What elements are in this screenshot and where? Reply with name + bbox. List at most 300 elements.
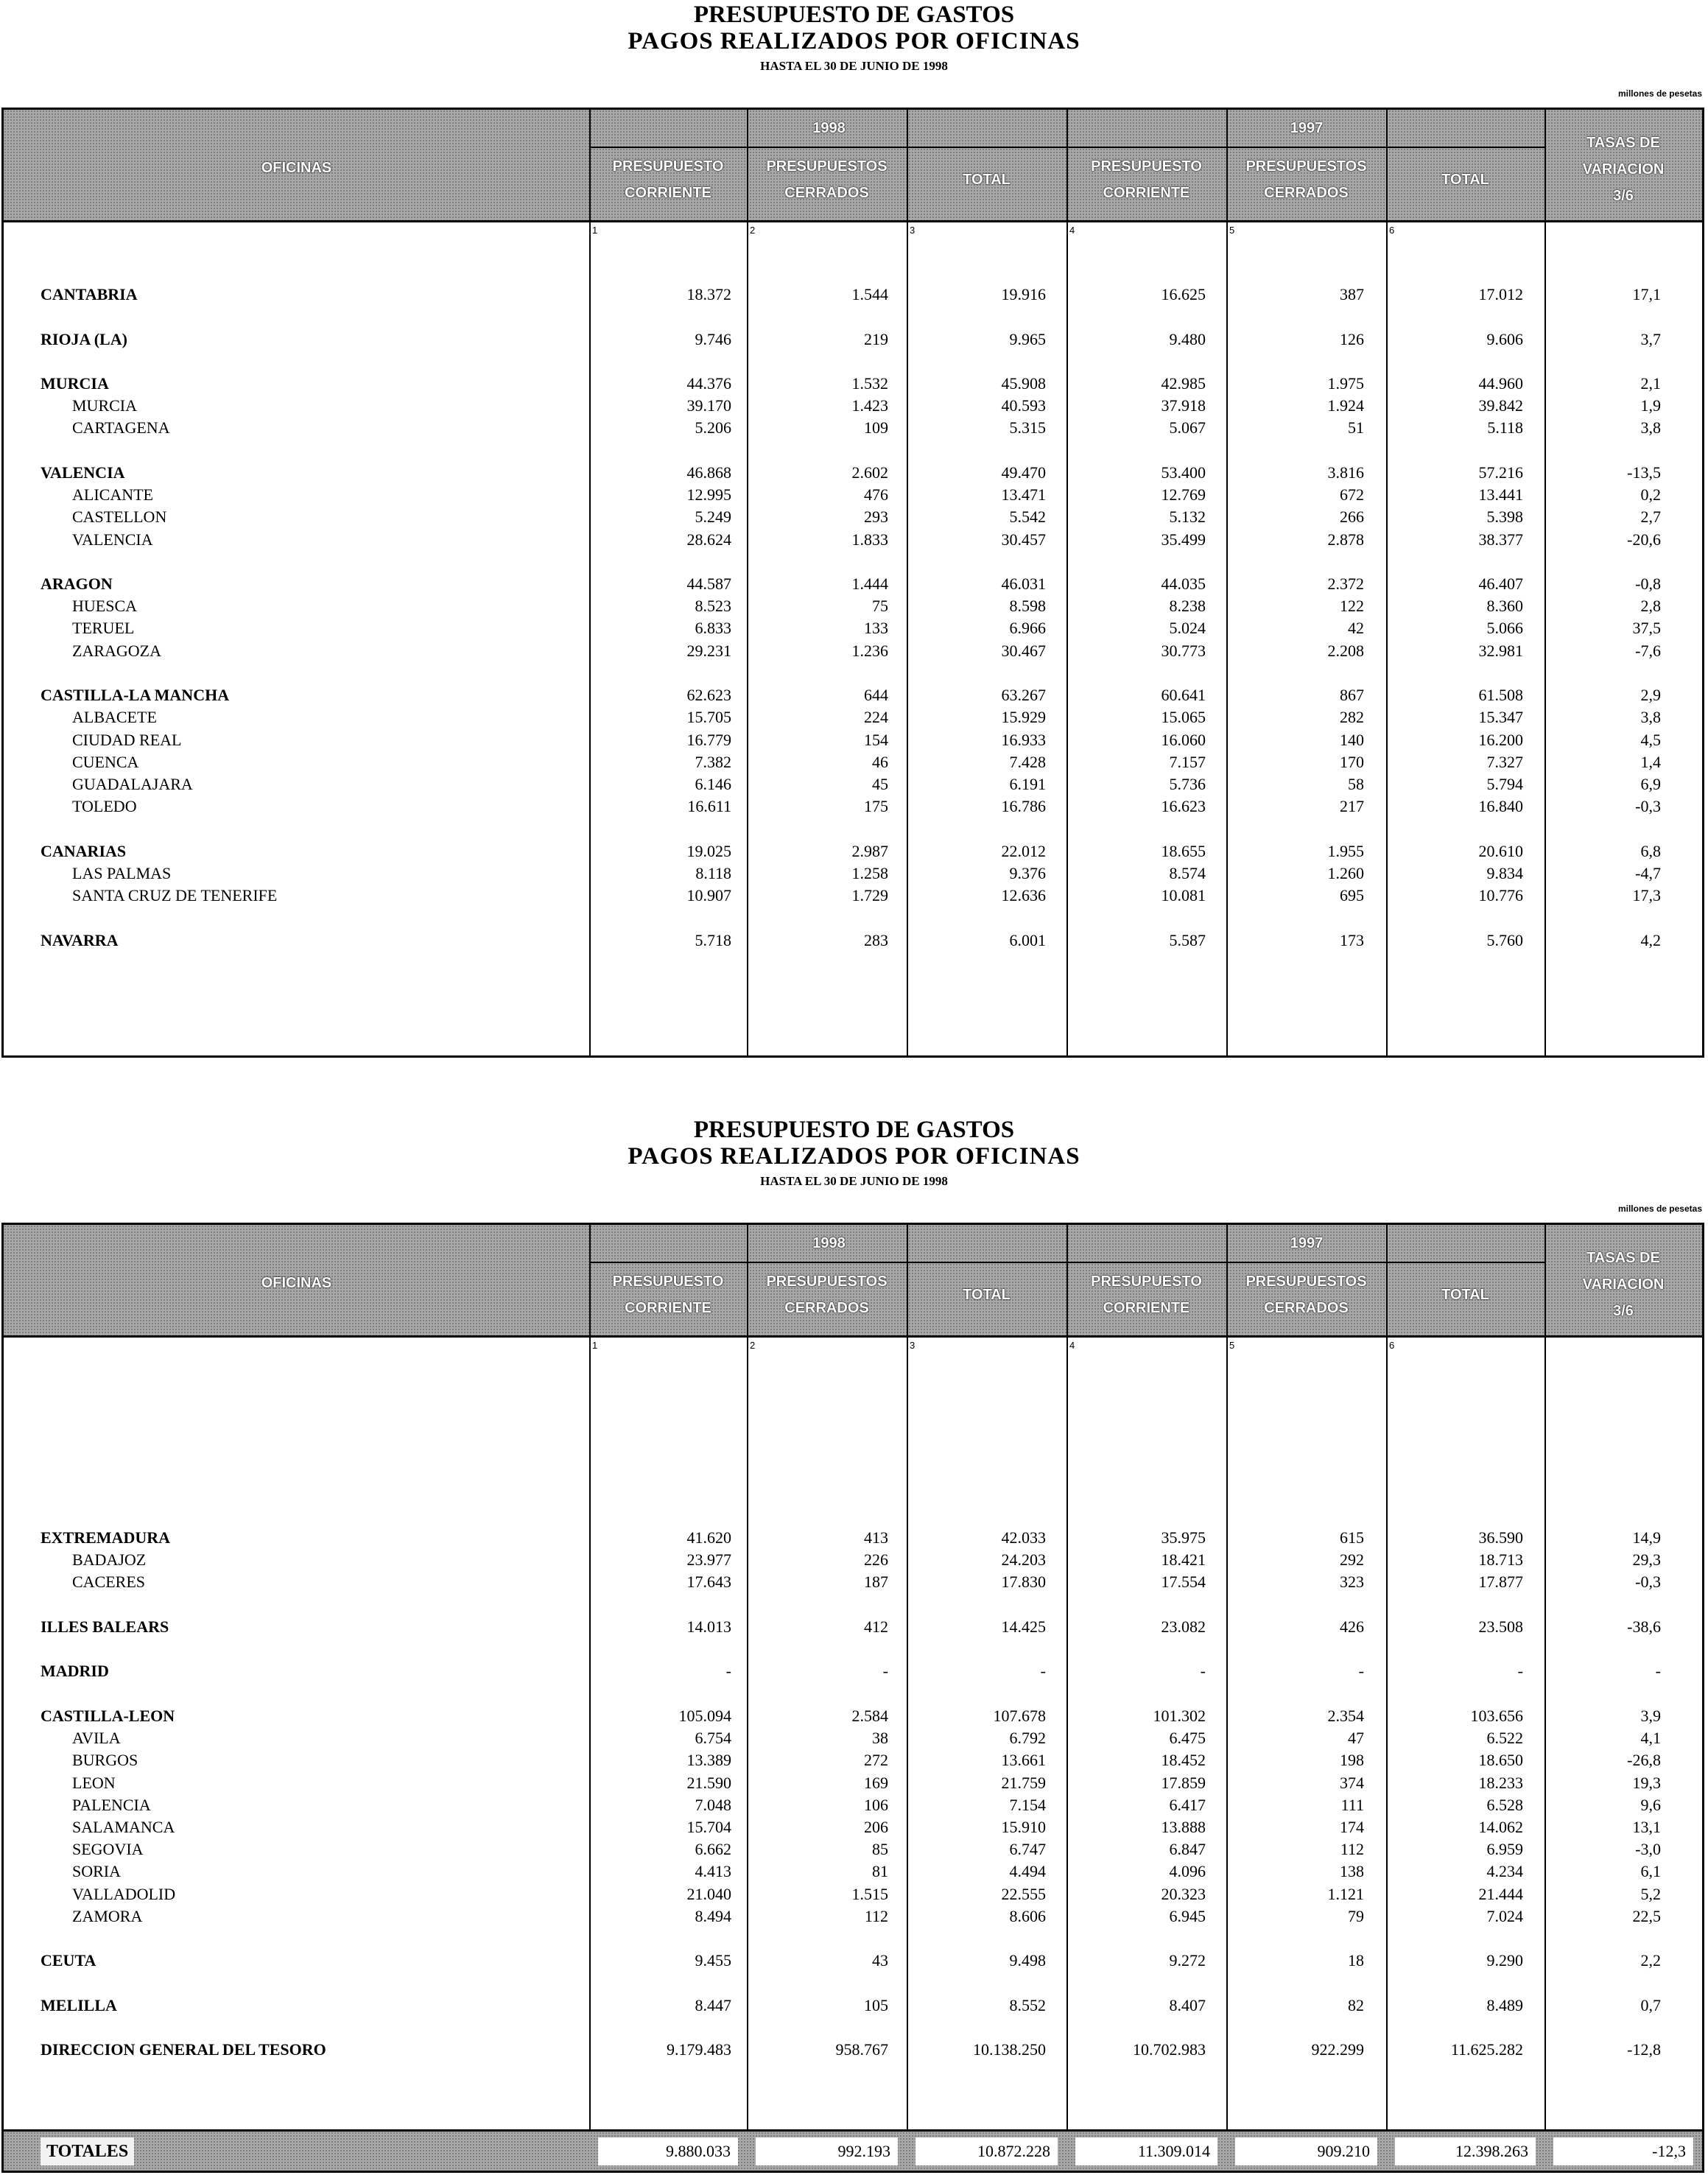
- cell-value: 101.302: [1153, 1706, 1206, 1725]
- cell-value: -20,6: [1627, 530, 1661, 549]
- cell-value: 206: [864, 1817, 888, 1836]
- row-label: BADAJOZ: [72, 1550, 147, 1570]
- cell-value: 7.048: [695, 1795, 731, 1814]
- row-label: EXTREMADURA: [41, 1528, 170, 1547]
- cell-value: 30.457: [1001, 530, 1046, 549]
- cell-value: 272: [864, 1751, 888, 1770]
- col-header-corriente-line2: CORRIENTE: [625, 1300, 711, 1316]
- cell-value: 867: [1340, 686, 1364, 705]
- cell-value: 45.908: [1001, 374, 1046, 393]
- table-row: [4, 1571, 1702, 1593]
- cell-value: 4,1: [1640, 1729, 1661, 1748]
- table-page-2: [1, 1223, 1704, 2173]
- cell-value: 75: [872, 597, 888, 616]
- row-label: LAS PALMAS: [72, 863, 172, 882]
- cell-value: 20.323: [1161, 1884, 1206, 1903]
- cell-value: 40.593: [1001, 396, 1046, 415]
- cell-value: 6.945: [1169, 1906, 1206, 1925]
- table-row: [4, 930, 1702, 952]
- cell-value: 7.154: [1009, 1795, 1046, 1814]
- table-row: [4, 729, 1702, 751]
- report-subtitle: PAGOS REALIZADOS POR OFICINAS: [628, 1143, 1080, 1170]
- cell-value: 13.441: [1478, 485, 1523, 505]
- cell-value: 1.258: [851, 863, 888, 882]
- cell-value: 2.208: [1327, 641, 1364, 660]
- cell-value: 7.382: [695, 752, 731, 771]
- cell-value: 39.842: [1478, 396, 1523, 415]
- cell-value: 2.602: [851, 463, 888, 482]
- cell-value: 5.542: [1009, 507, 1046, 527]
- row-label: MURCIA: [41, 374, 109, 393]
- col-header-oficinas: OFICINAS: [261, 160, 332, 176]
- cell-value: 374: [1340, 1773, 1364, 1792]
- column-divider: [907, 1225, 908, 2171]
- cell-value: 5.794: [1486, 774, 1523, 793]
- cell-value: 5.066: [1486, 619, 1523, 638]
- cell-value: 13.888: [1161, 1817, 1206, 1836]
- cell-value: 198: [1340, 1751, 1364, 1770]
- table-row: [4, 617, 1702, 639]
- cell-value: 58: [1348, 774, 1364, 793]
- cell-value: 1.833: [851, 530, 888, 549]
- table-row: [4, 1660, 1702, 1682]
- cell-value: 17.012: [1478, 285, 1523, 303]
- table-row: [4, 2039, 1702, 2061]
- table-row: [4, 1883, 1702, 1905]
- cell-value: 672: [1340, 485, 1364, 505]
- table-row: [4, 862, 1702, 885]
- cell-value: 60.641: [1161, 686, 1206, 705]
- table-row: [4, 529, 1702, 551]
- cell-value: -: [1655, 1662, 1661, 1681]
- cell-value: 37,5: [1632, 619, 1661, 638]
- row-label: CANTABRIA: [41, 285, 138, 303]
- column-number: 4: [1069, 1340, 1075, 1351]
- cell-value: 8.238: [1169, 597, 1206, 616]
- cell-value: 6.662: [695, 1840, 731, 1859]
- units-label: millones de pesetas: [1617, 88, 1702, 99]
- cell-value: 1.260: [1327, 863, 1364, 882]
- row-label: LEON: [72, 1773, 116, 1792]
- cell-value: 24.203: [1001, 1550, 1046, 1570]
- row-label: SEGOVIA: [72, 1840, 144, 1859]
- col-header-cerrados: PRESUPUESTOS: [766, 158, 888, 175]
- cell-value: 3,9: [1640, 1706, 1661, 1725]
- cell-value: 8.360: [1486, 597, 1523, 616]
- row-label: SORIA: [72, 1862, 122, 1881]
- cell-value: 5.067: [1169, 418, 1206, 438]
- column-number: 2: [750, 1340, 756, 1351]
- cell-value: 7.428: [1009, 752, 1046, 771]
- cell-value: 5.118: [1487, 418, 1523, 438]
- table-page-1: [1, 108, 1704, 1058]
- cell-value: 16.933: [1001, 730, 1046, 749]
- cell-value: 7.157: [1169, 752, 1206, 771]
- cell-value: 5.206: [695, 418, 731, 438]
- cell-value: 42.033: [1001, 1528, 1046, 1547]
- cell-value: 6.966: [1009, 619, 1046, 638]
- cell-value: 922.299: [1311, 2040, 1364, 2059]
- cell-value: 21.040: [686, 1884, 731, 1903]
- cell-value: 44.960: [1478, 374, 1523, 393]
- cell-value: 18.655: [1161, 841, 1206, 860]
- cell-value: 1.729: [851, 886, 888, 904]
- col-header-cerrados: PRESUPUESTOS: [766, 1273, 888, 1290]
- cell-value: 8.552: [1009, 1995, 1046, 2014]
- cell-value: 18.650: [1478, 1751, 1523, 1770]
- column-divider: [747, 1225, 748, 2171]
- cell-value: 9.272: [1169, 1951, 1206, 1970]
- report-title: PRESUPUESTO DE GASTOS: [693, 1117, 1015, 1143]
- cell-value: 21.590: [686, 1773, 731, 1792]
- cell-value: 13.389: [686, 1751, 731, 1770]
- cell-value: 29.231: [686, 641, 731, 660]
- row-label: SALAMANCA: [72, 1817, 175, 1836]
- col-header-ratio: 3/6: [1613, 1303, 1634, 1319]
- table-row: [4, 1860, 1702, 1883]
- cell-value: 105: [864, 1995, 888, 2014]
- cell-value: 958.767: [835, 2040, 888, 2059]
- cell-value: 4.234: [1486, 1862, 1523, 1881]
- cell-value: 57.216: [1478, 463, 1523, 482]
- cell-value: -0,3: [1635, 1573, 1661, 1592]
- row-label: PALENCIA: [72, 1795, 151, 1814]
- cell-value: 46.868: [686, 463, 731, 482]
- cell-value: 14.062: [1478, 1817, 1523, 1836]
- cell-value: 413: [864, 1528, 888, 1547]
- column-number: 6: [1389, 225, 1395, 236]
- cell-value: 1,4: [1640, 752, 1661, 771]
- cell-value: 23.977: [686, 1550, 731, 1570]
- cell-value: 4,5: [1640, 730, 1661, 749]
- cell-value: 2,2: [1640, 1951, 1661, 1970]
- cell-value: 6.847: [1169, 1840, 1206, 1859]
- cell-value: 2.372: [1327, 575, 1364, 593]
- column-number: 3: [910, 225, 915, 236]
- col-header-corriente: PRESUPUESTO: [612, 158, 724, 175]
- cell-value: 9.290: [1486, 1951, 1523, 1970]
- row-label: DIRECCION GENERAL DEL TESORO: [41, 2040, 326, 2059]
- col-header-corriente: PRESUPUESTO: [612, 1273, 724, 1290]
- cell-value: 109: [864, 418, 888, 438]
- cell-value: 4,2: [1640, 930, 1661, 949]
- cell-value: 226: [864, 1550, 888, 1570]
- cell-value: 103.656: [1470, 1706, 1523, 1725]
- col-header-corriente-line2: CORRIENTE: [1103, 1300, 1190, 1316]
- cell-value: 476: [864, 485, 888, 505]
- cell-value: 42.985: [1161, 374, 1206, 393]
- col-header-tasas: TASAS DE: [1586, 1250, 1660, 1266]
- cell-value: 35.499: [1161, 530, 1206, 549]
- cell-value: 0,2: [1640, 485, 1661, 505]
- row-label: BURGOS: [72, 1751, 138, 1770]
- cell-value: 1.544: [851, 285, 888, 303]
- cell-value: 17.877: [1478, 1573, 1523, 1592]
- row-label: CASTILLA-LEON: [41, 1706, 175, 1725]
- cell-value: 140: [1340, 730, 1364, 749]
- cell-value: 293: [864, 507, 888, 527]
- cell-value: 13,1: [1632, 1817, 1661, 1836]
- cell-value: 2.987: [851, 841, 888, 860]
- report-date-line: HASTA EL 30 DE JUNIO DE 1998: [760, 1174, 948, 1188]
- cell-value: 323: [1340, 1573, 1364, 1592]
- table-row: [4, 328, 1702, 351]
- cell-value: 6.747: [1009, 1840, 1046, 1859]
- cell-value: 18.233: [1478, 1773, 1523, 1792]
- row-label: CARTAGENA: [72, 418, 170, 438]
- cell-value: 15.910: [1001, 1817, 1046, 1836]
- row-label: CUENCA: [72, 752, 139, 771]
- cell-value: 12.995: [686, 485, 731, 505]
- cell-value: 2,9: [1640, 686, 1661, 705]
- row-label: VALENCIA: [72, 530, 153, 549]
- cell-value: 30.773: [1161, 641, 1206, 660]
- cell-value: 11.625.282: [1450, 2040, 1523, 2059]
- cell-value: 8.489: [1486, 1995, 1523, 2014]
- row-label: ZAMORA: [72, 1906, 143, 1925]
- cell-value: 17.643: [686, 1573, 731, 1592]
- col-header-corriente: PRESUPUESTO: [1091, 1273, 1202, 1290]
- cell-value: 187: [864, 1573, 888, 1592]
- col-header-total: TOTAL: [1441, 172, 1489, 188]
- cell-value: 170: [1340, 752, 1364, 771]
- table-row: [4, 373, 1702, 395]
- table-row: [4, 795, 1702, 818]
- cell-value: 46: [872, 752, 888, 771]
- column-divider: [589, 1225, 591, 2171]
- totals-value: 992.193: [756, 2137, 898, 2165]
- cell-value: 17.859: [1161, 1773, 1206, 1792]
- cell-value: 1.975: [1327, 374, 1364, 393]
- cell-value: 387: [1340, 285, 1364, 303]
- cell-value: 169: [864, 1773, 888, 1792]
- col-header-variacion: VARIACION: [1582, 161, 1665, 178]
- units-label: millones de pesetas: [1617, 1204, 1702, 1214]
- col-header-total: TOTAL: [963, 172, 1011, 188]
- col-header-oficinas: OFICINAS: [261, 1275, 332, 1291]
- cell-value: 37.918: [1161, 396, 1206, 415]
- cell-value: 217: [1340, 797, 1364, 816]
- cell-value: 45: [872, 774, 888, 793]
- cell-value: 6.191: [1009, 774, 1046, 793]
- cell-value: 16.840: [1478, 797, 1523, 816]
- cell-value: 23.082: [1161, 1617, 1206, 1636]
- cell-value: 36.590: [1478, 1528, 1523, 1547]
- table-row: [4, 1950, 1702, 1972]
- cell-value: 3.816: [1327, 463, 1364, 482]
- cell-value: 16.786: [1001, 797, 1046, 816]
- cell-value: 6.417: [1169, 1795, 1206, 1814]
- cell-value: 16.060: [1161, 730, 1206, 749]
- column-number: 5: [1229, 225, 1235, 236]
- totals-value: 9.880.033: [598, 2137, 738, 2165]
- cell-value: -: [882, 1662, 888, 1681]
- table-row: [4, 1816, 1702, 1838]
- col-header-total: TOTAL: [963, 1287, 1011, 1303]
- row-label: SANTA CRUZ DE TENERIFE: [72, 886, 278, 904]
- cell-value: 3,8: [1640, 708, 1661, 727]
- column-number: 4: [1069, 225, 1075, 236]
- table-row: [4, 484, 1702, 506]
- cell-value: -3,0: [1635, 1840, 1661, 1859]
- cell-value: 112: [1340, 1840, 1364, 1859]
- col-header-year-1997: 1997: [1290, 1235, 1324, 1251]
- cell-value: 19.025: [686, 841, 731, 860]
- cell-value: 1.121: [1327, 1884, 1364, 1903]
- cell-value: 47: [1348, 1729, 1364, 1748]
- cell-value: 138: [1340, 1862, 1364, 1881]
- cell-value: 615: [1340, 1528, 1364, 1547]
- row-label: CIUDAD REAL: [72, 730, 182, 749]
- cell-value: -: [1358, 1662, 1364, 1681]
- cell-value: 6.001: [1009, 930, 1046, 949]
- table-row: [4, 1838, 1702, 1860]
- column-divider: [1544, 1225, 1546, 2171]
- cell-value: 122: [1340, 597, 1364, 616]
- row-label: CANARIAS: [41, 841, 127, 860]
- cell-value: -: [1200, 1662, 1206, 1681]
- cell-value: 9.746: [695, 329, 731, 348]
- table-row: [4, 573, 1702, 595]
- table-row: [4, 1772, 1702, 1794]
- column-number: 1: [592, 225, 598, 236]
- cell-value: 174: [1340, 1817, 1364, 1836]
- totals-row: [4, 2129, 1702, 2171]
- row-label: ARAGON: [41, 575, 113, 593]
- cell-value: 9,6: [1640, 1795, 1661, 1814]
- table-row: [4, 1616, 1702, 1638]
- cell-value: 8.494: [695, 1906, 731, 1925]
- cell-value: 49.470: [1001, 463, 1046, 482]
- cell-value: 39.170: [686, 396, 731, 415]
- row-label: HUESCA: [72, 597, 138, 616]
- cell-value: 112: [864, 1906, 888, 1925]
- row-label: RIOJA (LA): [41, 329, 127, 348]
- cell-value: 79: [1348, 1906, 1364, 1925]
- cell-value: 15.929: [1001, 708, 1046, 727]
- cell-value: 126: [1340, 329, 1364, 348]
- cell-value: 38.377: [1478, 530, 1523, 549]
- cell-value: -26,8: [1627, 1751, 1661, 1770]
- cell-value: 5.315: [1009, 418, 1046, 438]
- row-label: GUADALAJARA: [72, 774, 193, 793]
- cell-value: 15.704: [686, 1817, 731, 1836]
- cell-value: 13.471: [1001, 485, 1046, 505]
- cell-value: 18: [1348, 1951, 1364, 1970]
- cell-value: 46.407: [1478, 575, 1523, 593]
- row-label: MELILLA: [41, 1995, 117, 2014]
- cell-value: 105.094: [678, 1706, 731, 1725]
- year-divider: [589, 1262, 1544, 1263]
- cell-value: 173: [1340, 930, 1364, 949]
- cell-value: 18.713: [1478, 1550, 1523, 1570]
- cell-value: 8.606: [1009, 1906, 1046, 1925]
- cell-value: -: [1040, 1662, 1046, 1681]
- cell-value: 426: [1340, 1617, 1364, 1636]
- cell-value: 22.012: [1001, 841, 1046, 860]
- column-number: 3: [910, 1340, 915, 1351]
- cell-value: 19,3: [1632, 1773, 1661, 1792]
- totals-value: 11.309.014: [1075, 2137, 1217, 2165]
- cell-value: 30.467: [1001, 641, 1046, 660]
- row-label: ILLES BALEARS: [41, 1617, 169, 1636]
- table-row: [4, 1995, 1702, 2017]
- cell-value: 6,9: [1640, 774, 1661, 793]
- cell-value: 29,3: [1632, 1550, 1661, 1570]
- col-header-cerrados-line2: CERRADOS: [1264, 185, 1349, 201]
- cell-value: 7.327: [1486, 752, 1523, 771]
- row-label: CACERES: [72, 1573, 146, 1592]
- col-header-year-1998: 1998: [812, 120, 846, 136]
- cell-value: 14,9: [1632, 1528, 1661, 1547]
- cell-value: -7,6: [1635, 641, 1661, 660]
- cell-value: 9.498: [1009, 1951, 1046, 1970]
- table-row: [4, 1749, 1702, 1771]
- cell-value: 9.455: [695, 1951, 731, 1970]
- cell-value: 1.532: [851, 374, 888, 393]
- cell-value: 9.965: [1009, 329, 1046, 348]
- cell-value: 10.081: [1161, 886, 1206, 904]
- cell-value: 175: [864, 797, 888, 816]
- cell-value: 0,7: [1640, 1995, 1661, 2014]
- cell-value: 44.035: [1161, 575, 1206, 593]
- cell-value: 46.031: [1001, 575, 1046, 593]
- cell-value: 43: [872, 1951, 888, 1970]
- cell-value: 6,1: [1640, 1862, 1661, 1881]
- cell-value: 81: [872, 1862, 888, 1881]
- cell-value: -0,8: [1635, 575, 1661, 593]
- cell-value: 22,5: [1632, 1906, 1661, 1925]
- col-header-ratio: 3/6: [1613, 188, 1634, 204]
- cell-value: 21.759: [1001, 1773, 1046, 1792]
- column-divider: [1226, 1225, 1228, 2171]
- table-row: [4, 417, 1702, 439]
- table-row: [4, 1527, 1702, 1549]
- cell-value: 5.760: [1486, 930, 1523, 949]
- row-label: MADRID: [41, 1662, 109, 1681]
- cell-value: 51: [1348, 418, 1364, 438]
- column-number: 1: [592, 1340, 598, 1351]
- cell-value: 18.421: [1161, 1550, 1206, 1570]
- table-row: [4, 751, 1702, 773]
- row-label: CEUTA: [41, 1951, 96, 1970]
- table-row: [4, 684, 1702, 706]
- cell-value: 20.610: [1478, 841, 1523, 860]
- cell-value: 15.705: [686, 708, 731, 727]
- row-label: ALICANTE: [72, 485, 153, 505]
- page-1-section: [0, 0, 1708, 1068]
- cell-value: 5.398: [1486, 507, 1523, 527]
- cell-value: 3,8: [1640, 418, 1661, 438]
- cell-value: 4.096: [1169, 1862, 1206, 1881]
- col-header-cerrados: PRESUPUESTOS: [1245, 158, 1367, 175]
- cell-value: -38,6: [1627, 1617, 1661, 1636]
- cell-value: 1,9: [1640, 396, 1661, 415]
- cell-value: 16.779: [686, 730, 731, 749]
- cell-value: 4.413: [695, 1862, 731, 1881]
- cell-value: 35.975: [1161, 1528, 1206, 1547]
- cell-value: 5.024: [1169, 619, 1206, 638]
- report-date-line: HASTA EL 30 DE JUNIO DE 1998: [760, 59, 948, 73]
- cell-value: 9.606: [1486, 329, 1523, 348]
- col-header-cerrados-line2: CERRADOS: [784, 185, 869, 201]
- cell-value: 41.620: [686, 1528, 731, 1547]
- table-row: [4, 1727, 1702, 1749]
- cell-value: 15.065: [1161, 708, 1206, 727]
- cell-value: -: [1517, 1662, 1523, 1681]
- table-row: [4, 595, 1702, 617]
- totals-value: -12,3: [1553, 2137, 1693, 2165]
